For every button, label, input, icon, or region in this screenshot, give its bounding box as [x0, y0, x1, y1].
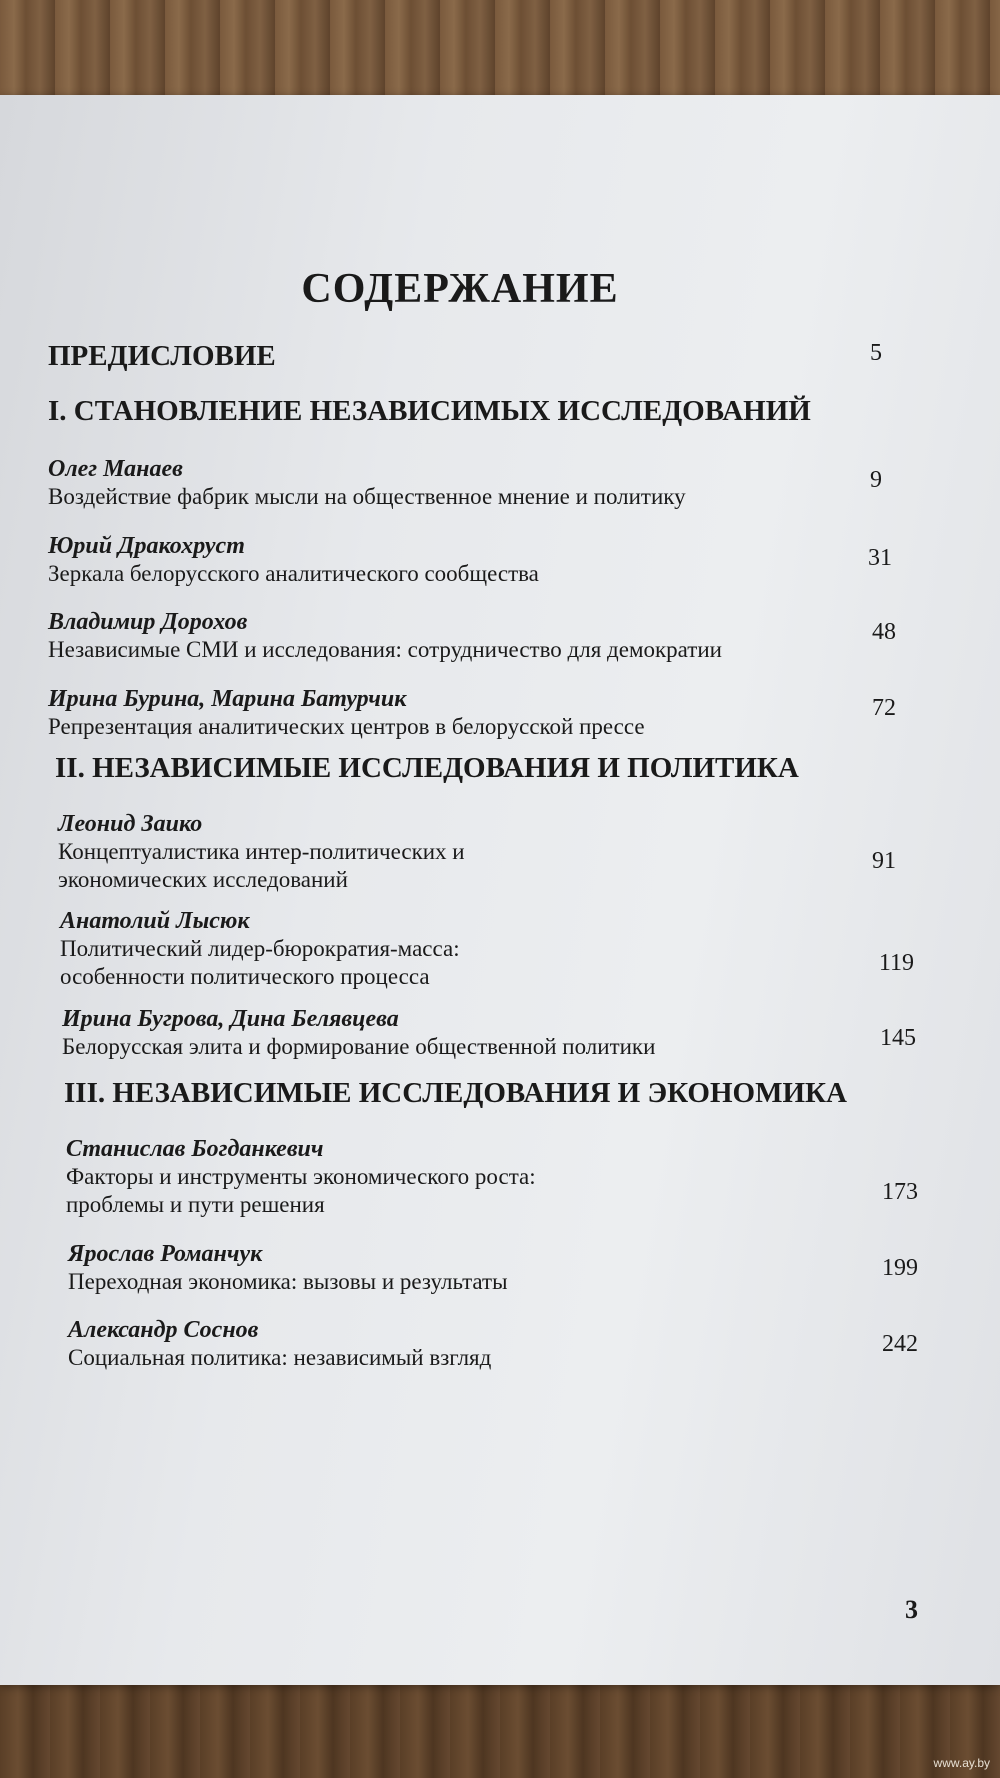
page-number: 3 — [905, 1595, 918, 1624]
toc-entry — [62, 1005, 942, 1061]
entry-page: 48 — [872, 619, 896, 645]
entry-author: Ярослав Романчук — [68, 1241, 263, 1267]
entry-page: 242 — [882, 1331, 918, 1357]
entry-page: 145 — [880, 1025, 916, 1051]
section-heading: II. НЕЗАВИСИМЫЕ ИССЛЕДОВАНИЯ И ПОЛИТИКА — [55, 752, 799, 784]
entry-author: Олег Манаев — [48, 456, 183, 482]
entry-title: Социальная политика: независимый взгляд — [68, 1345, 492, 1370]
wooden-table-top — [0, 0, 1000, 110]
entry-page: 72 — [872, 695, 896, 721]
watermark: www.ay.by — [933, 1756, 990, 1770]
entry-author: Ирина Бугрова, Дина Белявцева — [62, 1006, 399, 1032]
entry-author: Владимир Дорохов — [48, 609, 248, 635]
entry-page: 9 — [870, 467, 882, 493]
section-heading: III. НЕЗАВИСИМЫЕ ИССЛЕДОВАНИЯ И ЭКОНОМИКА — [64, 1077, 847, 1109]
entry-title-continued: особенности политического процесса — [60, 964, 430, 989]
book-page — [0, 95, 1000, 1685]
entry-author: Александр Соснов — [68, 1317, 259, 1343]
entry-title: Белорусская элита и формирование общественной политики — [62, 1034, 656, 1059]
entry-page: 173 — [882, 1179, 918, 1205]
entry-title-continued: проблемы и пути решения — [66, 1192, 325, 1217]
section-heading: I. СТАНОВЛЕНИЕ НЕЗАВИСИМЫХ ИССЛЕДОВАНИЙ — [48, 395, 811, 427]
page-title: СОДЕРЖАНИЕ — [301, 266, 619, 312]
entry-author: Станислав Богданкевич — [66, 1136, 324, 1162]
toc-entry — [68, 1316, 948, 1372]
entry-title: Политический лидер-бюрократия-масса: — [60, 936, 460, 961]
toc-entry — [60, 907, 940, 991]
entry-page: 31 — [868, 545, 892, 571]
entry-page: 119 — [878, 950, 914, 976]
toc-entry — [48, 685, 928, 741]
entry-title: Репрезентация аналитических центров в белорусской прессе — [48, 714, 645, 739]
entry-page: 199 — [882, 1255, 918, 1281]
toc-entry — [48, 608, 928, 664]
entry-author: Анатолий Лысюк — [60, 908, 250, 934]
toc-entry — [48, 532, 928, 588]
toc-entry — [66, 1135, 946, 1219]
preface-heading: ПРЕДИСЛОВИЕ — [48, 340, 276, 372]
entry-title: Независимые СМИ и исследования: сотрудничество для демократии — [48, 637, 722, 662]
entry-title: Зеркала белорусского аналитического сообщества — [48, 561, 539, 586]
entry-author: Юрий Дракохруст — [48, 533, 245, 559]
entry-title-continued: экономических исследований — [58, 867, 348, 892]
entry-title: Факторы и инструменты экономического роста: — [66, 1164, 536, 1189]
toc-entry — [58, 810, 938, 894]
entry-title: Переходная экономика: вызовы и результаты — [68, 1269, 508, 1294]
entry-author: Ирина Бурина, Марина Батурчик — [48, 686, 407, 712]
entry-page: 91 — [872, 848, 896, 874]
preface-page: 5 — [870, 340, 882, 366]
entry-author: Леонид Заико — [58, 811, 203, 837]
entry-title: Концептуалистика интер-политических и — [58, 839, 465, 864]
toc-entry — [68, 1240, 948, 1296]
wooden-table-bottom — [0, 1683, 1000, 1778]
entry-title: Воздействие фабрик мысли на общественное мнение и политику — [48, 484, 686, 509]
toc-entry — [48, 455, 928, 511]
